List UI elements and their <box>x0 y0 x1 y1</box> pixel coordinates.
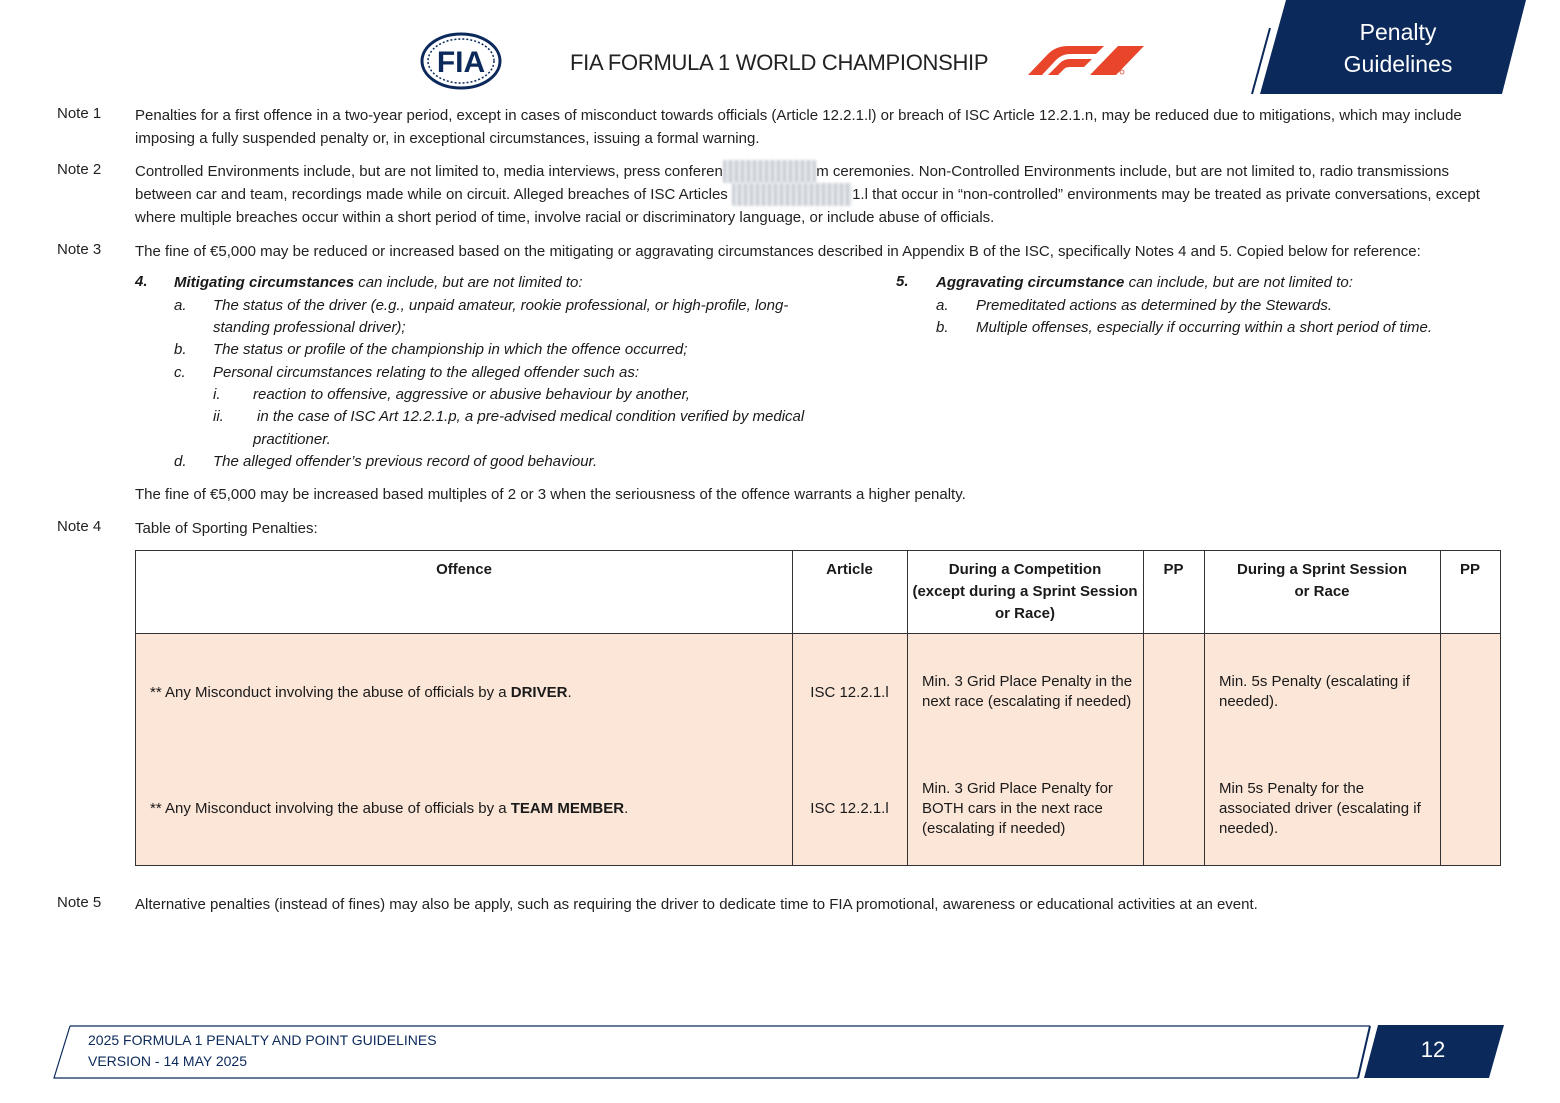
mitigating-intro: can include, but are not limited to: <box>354 274 583 291</box>
redacted-text <box>732 183 852 206</box>
aggravating-heading <box>936 272 1353 294</box>
aggravating-intro: can include, but are not limited to: <box>1124 274 1353 291</box>
agg-a-text: Premeditated actions as determined by the Stewards. <box>976 297 1333 314</box>
col-divider <box>1440 551 1441 865</box>
sprint-line-2: needed). <box>1219 693 1279 710</box>
note-1-text: Penalties for a first offence in a two-year period, except in cases of misconduct towards officials (Article 12.2.1.l) or breach of ISC Article 12.2.1.n, may be reduced due to mitigations, which may include imposing a fully suspended penalty or, in exceptional circumstances, issuing a formal warning. <box>135 107 1462 147</box>
footer-version: VERSION - 14 MAY 2025 <box>88 1053 247 1069</box>
competition-line-3: (escalating if needed) <box>922 820 1066 837</box>
header-offence: Offence <box>436 561 492 578</box>
championship-title: FIA FORMULA 1 WORLD CHAMPIONSHIP <box>570 50 989 75</box>
header-pp-2: PP <box>1459 561 1480 578</box>
mit-ci-letter: i. <box>213 386 221 403</box>
header-competition-line-3: or Race) <box>994 605 1056 622</box>
footer-banner <box>52 1022 1508 1082</box>
mitigating-number: 4. <box>135 273 148 290</box>
mit-cii-text-2: practitioner. <box>253 431 331 448</box>
competition-line-1: Min. 3 Grid Place Penalty in the <box>922 673 1133 690</box>
header-pp-1: PP <box>1163 561 1184 578</box>
offence-subject: TEAM MEMBER <box>510 800 625 817</box>
agg-b-letter: b. <box>936 319 949 336</box>
header-competition <box>907 559 1143 625</box>
offence-subject: DRIVER <box>510 684 568 701</box>
offence-text: ** Any Misconduct involving the abuse of officials by a <box>150 800 511 817</box>
sporting-penalties-table <box>135 550 1501 866</box>
header-divider <box>136 633 1500 634</box>
note-4-text: Table of Sporting Penalties: <box>135 520 318 537</box>
header-sprint <box>1204 559 1440 603</box>
redacted-text <box>723 160 816 183</box>
col-divider <box>1143 551 1144 865</box>
table-row-1-sprint <box>1219 672 1435 712</box>
tab-line-1: Penalty <box>1359 19 1437 45</box>
aggravating-title: Aggravating circumstance <box>936 274 1125 291</box>
competition-line-1: Min. 3 Grid Place Penalty for <box>922 780 1113 797</box>
note-3-label: Note 3 <box>57 241 102 258</box>
note-2-text <box>135 160 1500 229</box>
competition-line-2: next race (escalating if needed) <box>922 693 1132 710</box>
fia-logo <box>420 32 502 90</box>
table-row-2-article: ISC 12.2.1.l <box>810 800 889 817</box>
mit-c-letter: c. <box>174 364 186 381</box>
mit-d-letter: d. <box>174 453 187 470</box>
table-row-2-offence <box>150 799 628 819</box>
table-row-2-competition <box>922 779 1138 839</box>
aggravating-number: 5. <box>896 273 909 290</box>
sprint-line-1: Min. 5s Penalty (escalating if <box>1219 673 1410 690</box>
header-sprint-line-1: During a Sprint Session <box>1236 561 1408 578</box>
sprint-line-1: Min 5s Penalty for the <box>1219 780 1365 797</box>
note-3-closing: The fine of €5,000 may be increased based multiples of 2 or 3 when the seriousness of the offence warrants a higher penalty. <box>135 486 966 503</box>
tab-line-2: Guidelines <box>1343 51 1453 77</box>
mit-d-text: The alleged offender’s previous record of good behaviour. <box>213 453 598 470</box>
offence-end: . <box>567 684 572 701</box>
table-row-1-article: ISC 12.2.1.l <box>810 684 889 701</box>
mit-cii-text-1: in the case of ISC Art 12.2.1.p, a pre-advised medical condition verified by medical <box>257 408 805 425</box>
note-4-label: Note 4 <box>57 518 102 535</box>
svg-text:FIA: FIA <box>436 46 486 79</box>
header-sprint-line-2: or Race <box>1294 583 1350 600</box>
agg-b-text: Multiple offenses, especially if occurring within a short period of time. <box>976 319 1433 336</box>
table-row-1-competition <box>922 672 1138 712</box>
footer-document-title: 2025 FORMULA 1 PENALTY AND POINT GUIDELINES <box>88 1032 437 1048</box>
header-competition-line-1: During a Competition <box>948 561 1102 578</box>
page-number: 12 <box>1420 1037 1446 1062</box>
offence-text: ** Any Misconduct involving the abuse of officials by a <box>150 684 511 701</box>
mitigating-title: Mitigating circumstances <box>174 274 355 291</box>
mit-c-text: Personal circumstances relating to the alleged offender such as: <box>213 364 640 381</box>
mit-cii-letter: ii. <box>213 408 224 425</box>
note-2-part-a: Controlled Environments include, but are not limited to, media interviews, press conferen <box>135 163 723 180</box>
offence-end: . <box>624 800 629 817</box>
mit-a-text-2: standing professional driver); <box>213 319 406 336</box>
sprint-line-2: associated driver (escalating if <box>1219 800 1421 817</box>
note-2-part-c: 1.l that occur in “non-controlled” environments may be treated as private conversations, except where multiple breaches occur within a short period of time, involve racial or discriminatory language, or include abuse of officials. <box>135 186 1480 226</box>
table-row-2-sprint <box>1219 779 1435 839</box>
competition-line-2: BOTH cars in the next race <box>922 800 1103 817</box>
note-5-label: Note 5 <box>57 894 102 911</box>
agg-a-letter: a. <box>936 297 949 314</box>
table-row-1-offence <box>150 683 572 703</box>
note-3-text: The fine of €5,000 may be reduced or increased based on the mitigating or aggravating circumstances described in Appendix B of the ISC, specifically Notes 4 and 5. Copied below for reference: <box>135 243 1421 260</box>
note-1-label: Note 1 <box>57 105 102 122</box>
mit-a-text-1: The status of the driver (e.g., unpaid amateur, rookie professional, or high-profile, long- <box>213 297 789 314</box>
header-article: Article <box>826 561 873 578</box>
note-2-label: Note 2 <box>57 161 102 178</box>
note-2-part-b: m ceremonies. Non-Controlled Environments include, but are not limited to, radio transmissions between car and team, recordings made while on circuit. Alleged breaches of ISC Articles <box>135 163 1449 203</box>
mit-ci-text: reaction to offensive, aggressive or abusive behaviour by another, <box>253 386 690 403</box>
sprint-line-3: needed). <box>1219 820 1279 837</box>
mitigating-heading <box>174 272 583 294</box>
f1-logo <box>1026 44 1148 76</box>
mit-a-letter: a. <box>174 297 187 314</box>
mit-b-text: The status or profile of the championship in which the offence occurred; <box>213 341 688 358</box>
note-5-text: Alternative penalties (instead of fines) may also be apply, such as requiring the driver to dedicate time to FIA promotional, awareness or educational activities at an event. <box>135 896 1258 913</box>
header-competition-line-2: (except during a Sprint Session <box>912 583 1138 600</box>
mit-b-letter: b. <box>174 341 187 358</box>
